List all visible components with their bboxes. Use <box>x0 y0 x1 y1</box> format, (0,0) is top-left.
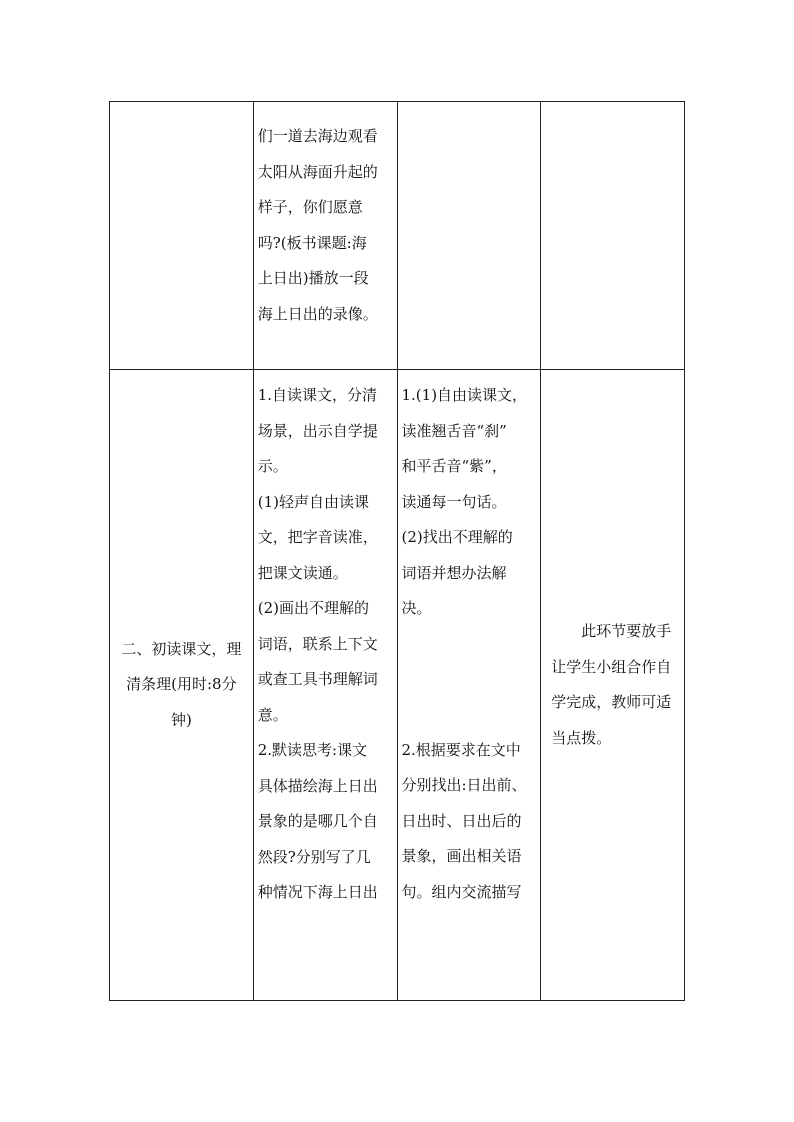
teacher-line: 具体描绘海上日出 <box>257 776 378 795</box>
teacher-line: 然段?分别写了几 <box>257 847 371 866</box>
intent-line: 此环节要放手 <box>581 622 672 640</box>
student-line: (2)找出不理解的 <box>401 528 513 546</box>
student-line: 读准翘舌音“刹” <box>401 421 507 440</box>
teacher-line: 或查工具书理解词 <box>257 670 378 688</box>
design-intent-cell <box>541 370 685 1001</box>
design-intent-cell <box>541 102 685 370</box>
student-line: 日出时、日出后的 <box>401 811 522 830</box>
teacher-line: 样子，你们愿意 <box>257 198 363 216</box>
stage-cell <box>110 102 254 370</box>
teacher-line: 上日出)播放一段 <box>257 269 369 287</box>
teacher-line: 种情况下海上日出 <box>257 883 378 901</box>
stage-line: 钟) <box>170 710 192 729</box>
student-activity-cell <box>397 370 541 1001</box>
student-activity-cell <box>397 102 541 370</box>
table-row <box>110 370 685 1001</box>
teacher-line: 1.自读课文，分清 <box>257 386 378 404</box>
teacher-line: (2)画出不理解的 <box>257 599 369 617</box>
student-line: 读通每一句话。 <box>401 492 507 511</box>
student-line: 分别找出:日出前、 <box>401 776 527 794</box>
teacher-line: 们一道去海边观看 <box>257 127 378 145</box>
teacher-line: 示。 <box>257 457 288 475</box>
teacher-line: (1)轻声自由读课 <box>257 492 369 511</box>
stage-cell <box>110 370 254 1001</box>
student-line: 决。 <box>401 599 432 617</box>
student-line: 句。组内交流描写 <box>401 882 522 901</box>
teacher-line: 景象的是哪几个自 <box>257 812 378 830</box>
lesson-plan-table <box>109 101 685 1001</box>
teacher-line: 意。 <box>257 705 288 724</box>
teacher-activity-cell <box>253 370 397 1001</box>
teacher-line: 把课文读通。 <box>257 563 348 582</box>
student-line: 2.根据要求在文中 <box>401 740 521 759</box>
student-line: 景象，画出相关语 <box>401 847 522 865</box>
spacer <box>402 627 537 733</box>
table-row <box>110 102 685 370</box>
teacher-line: 场景，出示自学提 <box>257 421 378 440</box>
teacher-line: 2.默读思考:课文 <box>257 741 368 759</box>
stage-line: 清条理(用时:8分 <box>126 675 237 694</box>
teacher-line: 吗?(板书课题:海 <box>257 233 367 252</box>
teacher-line: 词语，联系上下文 <box>257 634 378 653</box>
teacher-line: 文，把字音读准， <box>257 528 378 546</box>
teacher-activity-cell <box>253 102 397 370</box>
teacher-line: 太阳从海面升起的 <box>257 162 378 181</box>
intent-line: 学完成，教师可适 <box>551 693 672 711</box>
student-line: 1.(1)自由读课文， <box>401 386 528 404</box>
stage-line: 二、初读课文，理 <box>121 639 242 658</box>
student-line: 词语并想办法解 <box>401 563 507 582</box>
intent-line: 当点拨。 <box>551 728 612 747</box>
teacher-line: 海上日出的录像。 <box>257 304 378 323</box>
student-line: 和平舌音“紫”， <box>401 457 507 475</box>
intent-line: 让学生小组合作自 <box>551 657 672 676</box>
